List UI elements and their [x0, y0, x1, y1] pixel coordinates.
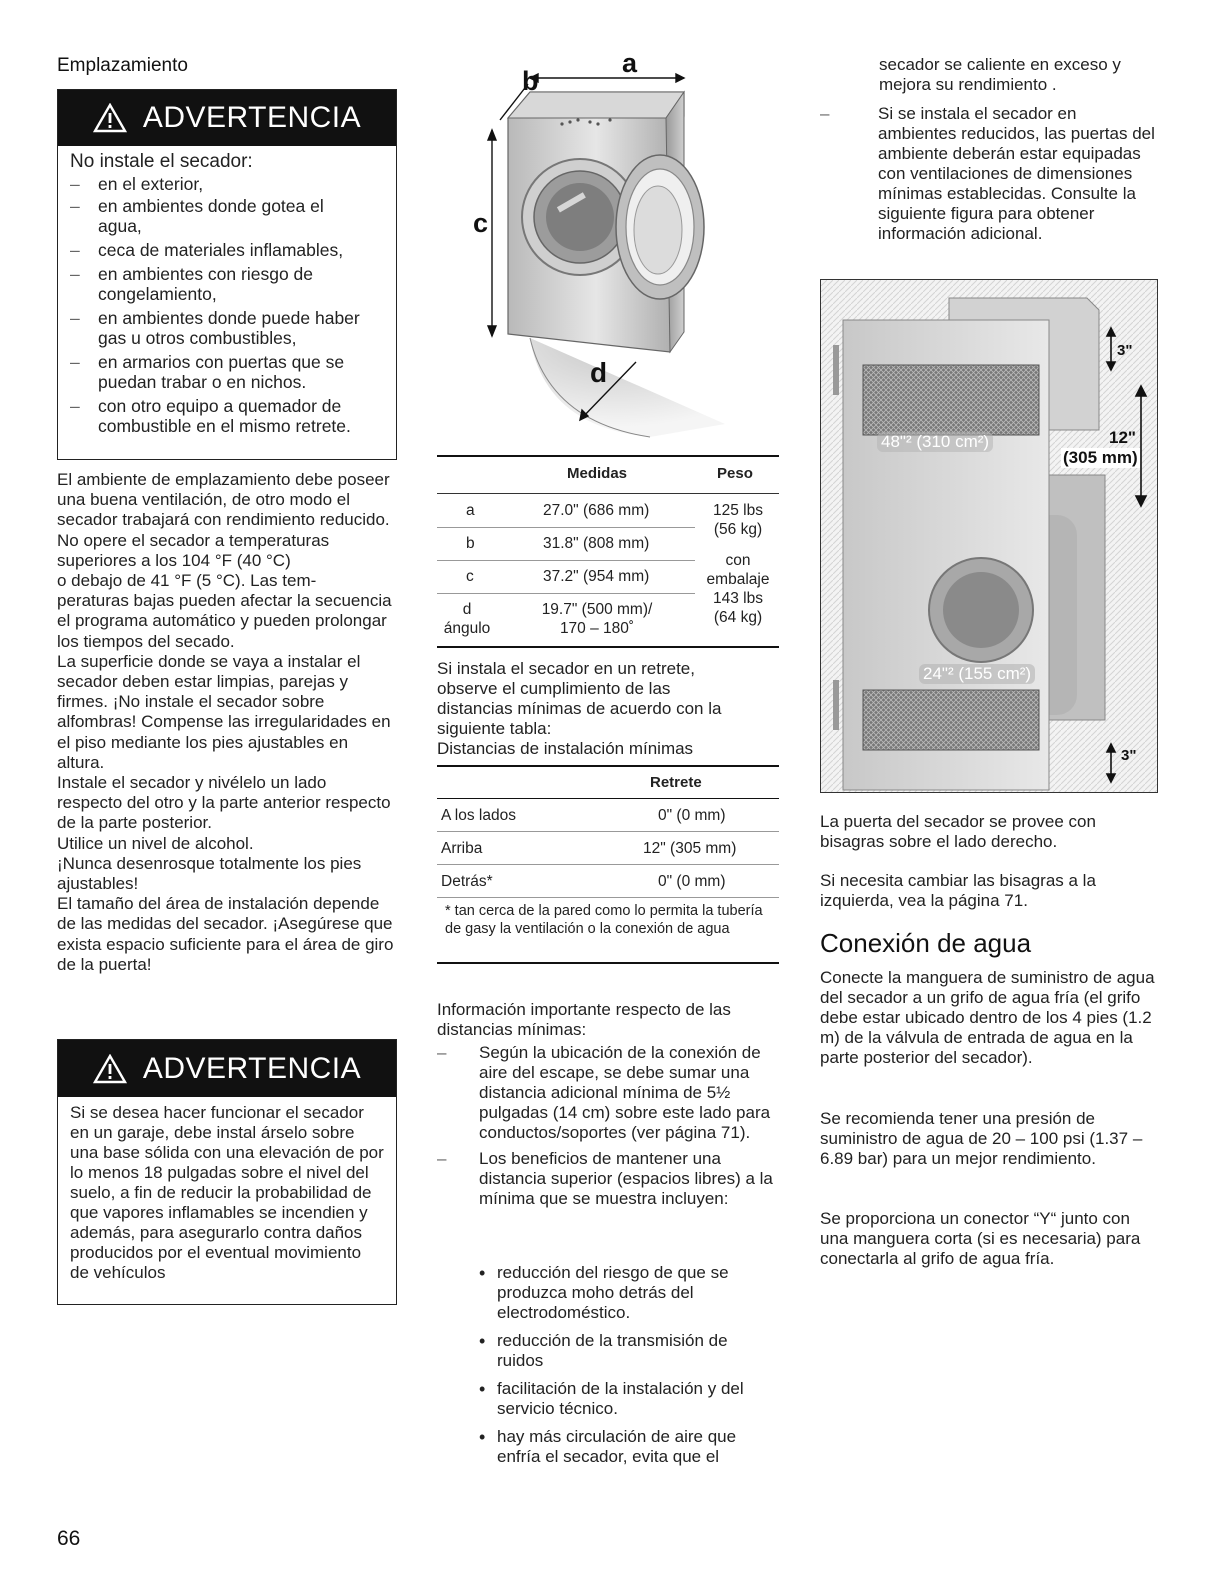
table-row: c 37.2" (954 mm)	[437, 561, 695, 594]
retrete-table	[437, 765, 779, 964]
dimension-label-b: b	[522, 66, 539, 96]
retrete-caption: Distancias de instalación mínimas	[437, 739, 694, 758]
table-header-retrete: Retrete	[650, 774, 702, 791]
table-row: b 31.8" (808 mm)	[437, 528, 695, 561]
list-item: – ceca de materiales inflamables,	[70, 240, 386, 260]
table-row: A los lados 0" (0 mm)	[437, 799, 779, 832]
list-item: – Si se instala el secador en ambientes reducidos, las puertas del ambiente deberán estar equipadas con ventilaciones de dimensiones mínimas establecidas. Consulte la siguiente figura para obtener información adicional.	[820, 104, 1158, 244]
warning-triangle-icon	[93, 1054, 127, 1084]
list-item: • facilitación de la instalación y del servicio técnico.	[475, 1379, 775, 1419]
water-paragraph-1: Conecte la manguera de suministro de agua del secador a un grifo de agua fría (el grifo debe estar ubicado dentro de los 4 pies (1.2 m) de la válvula de entrada de agua en la parte posterior del secador).	[820, 968, 1155, 1067]
warning-triangle-icon	[93, 103, 127, 133]
door-note: La puerta del secador se provee con bisagras sobre el lado derecho.	[820, 812, 1096, 851]
dimension-label-c: c	[473, 208, 489, 238]
vent-top-label: 48"² (310 cm²)	[877, 432, 993, 452]
dimension-label-d: d	[590, 357, 608, 388]
table-footnote: * tan cerca de la pared como lo permita la tubería de gasy la ventilación o la conexión de agua	[437, 898, 779, 964]
gap-bottom-label: 3"	[1121, 747, 1137, 764]
retrete-intro: Si instala el secador en un retrete, observe el cumplimiento de las distancias mínimas de acuerdo con la siguiente tabla: Distancias de instalación mínimas	[437, 659, 779, 759]
warning-title: ADVERTENCIA	[142, 101, 362, 134]
warning-text: Si se desea hacer funcionar el secador en un garaje, debe instal árselo sobre una base sólida con una elevación de por lo menos 18 pulgadas sobre el nivel del suelo, a fin de reducir la probabilidad de que vapores inflamables se incendien y además, para asegurarlo contra daños producidos por el eventual movimiento de vehículos	[70, 1103, 384, 1282]
list-item: • hay más circulación de aire que enfría el secador, evita que el	[475, 1427, 775, 1467]
list-item: • reducción de la transmisión de ruidos	[475, 1331, 775, 1371]
list-item: – Los beneficios de mantener una distancia superior (espacios libres) a la mínima que se muestra incluyen:	[437, 1149, 779, 1209]
warning-list	[70, 174, 386, 436]
dimensions-table	[437, 455, 779, 648]
info-intro: Información importante respecto de las distancias mínimas:	[437, 1000, 731, 1039]
list-item: – en ambientes donde gotea el agua,	[70, 196, 386, 236]
table-row: a 27.0" (686 mm)	[437, 495, 695, 528]
dryer-dimensions-illustration	[470, 52, 740, 447]
list-item: – Según la ubicación de la conexión de aire del escape, se debe sumar una distancia adicional mínima de 5½ pulgadas (14 cm) sobre este lado para conductos/soportes (ver página 71).	[437, 1043, 779, 1143]
continued-text: secador se caliente en exceso y mejora su rendimiento .	[879, 55, 1121, 94]
list-item: – en ambientes con riesgo de congelamiento,	[70, 264, 386, 304]
warning-banner	[58, 90, 396, 146]
hinge-note: Si necesita cambiar las bisagras a la izquierda, vea la página 71.	[820, 871, 1096, 910]
vent-bottom-label: 24"² (155 cm²)	[919, 664, 1035, 684]
closet-list	[820, 104, 1158, 248]
list-item: – en armarios con puertas que se puedan trabar o en nichos.	[70, 352, 386, 392]
info-list	[437, 1043, 779, 1213]
table-header-medidas: Medidas	[567, 465, 628, 482]
weight-column: 125 lbs (56 kg) con embalaje 143 lbs (64 kg)	[706, 502, 770, 626]
warning-box-1	[57, 89, 397, 460]
water-paragraph-3: Se proporciona un conector “Y“ junto con una manguera corta (si es necesaria) para conectarla al grifo de agua fría.	[820, 1209, 1141, 1268]
page-number: 66	[57, 1527, 81, 1550]
table-row: Detrás* 0" (0 mm)	[437, 865, 779, 898]
list-item: • reducción del riesgo de que se produzca moho detrás del electrodoméstico.	[475, 1263, 775, 1323]
water-connection-heading: Conexión de agua	[820, 928, 1032, 958]
warning-title: ADVERTENCIA	[142, 1051, 362, 1085]
water-paragraph-2: Se recomienda tener una presión de suministro de agua de 20 – 100 psi (1.37 – 6.89 bar) para un mejor rendimiento.	[820, 1109, 1143, 1168]
list-item: – en el exterior,	[70, 174, 386, 194]
list-item: – en ambientes donde puede haber gas u otros combustibles,	[70, 308, 386, 348]
warning-banner	[58, 1040, 396, 1097]
benefits-list	[475, 1263, 775, 1475]
height-label-in: 12"	[1109, 428, 1136, 447]
list-item: – con otro equipo a quemador de combustible en el mismo retrete.	[70, 396, 386, 436]
closet-ventilation-figure	[820, 279, 1158, 793]
table-header-peso: Peso	[717, 465, 753, 482]
warning-intro: No instale el secador:	[70, 151, 253, 172]
table-row: d ángulo 19.7" (500 mm)/ 170 – 180˚	[443, 601, 653, 637]
section-heading-emplazamiento: Emplazamiento	[57, 55, 188, 76]
warning-box-2	[57, 1039, 397, 1305]
dimension-label-a: a	[622, 52, 638, 78]
placement-body-text: El ambiente de emplazamiento debe poseer una buena ventilación, de otro modo el secador trabajará con rendimiento reducido. No opere el secador a temperaturas superiores a los 104 °F (40 °C) o debajo de 41 °F (5 °C). Las tem- peraturas bajas pueden afectar la secuencia el programa automático y pueden prolongar los tiempos del secado. La superficie donde se vaya a instalar el secador deben estar limpias, parejas y firmes. ¡No instale el secador sobre alfombras! Compense las irregularidades en el piso mediante los pies ajustables en altura. Instale el secador y nivélelo un lado respecto del otro y la parte anterior respecto de la parte posterior. Utilice un nivel de alcohol. ¡Nunca desenrosque totalmente los pies ajustables! El tamaño del área de instalación depende de las medidas del secador. ¡Asegúrese que exista espacio suficiente para el área de giro de la puerta!	[57, 470, 394, 974]
table-row: Arriba 12" (305 mm)	[437, 832, 779, 865]
gap-top-label: 3"	[1117, 342, 1133, 359]
height-label-mm: (305 mm)	[1063, 448, 1138, 467]
